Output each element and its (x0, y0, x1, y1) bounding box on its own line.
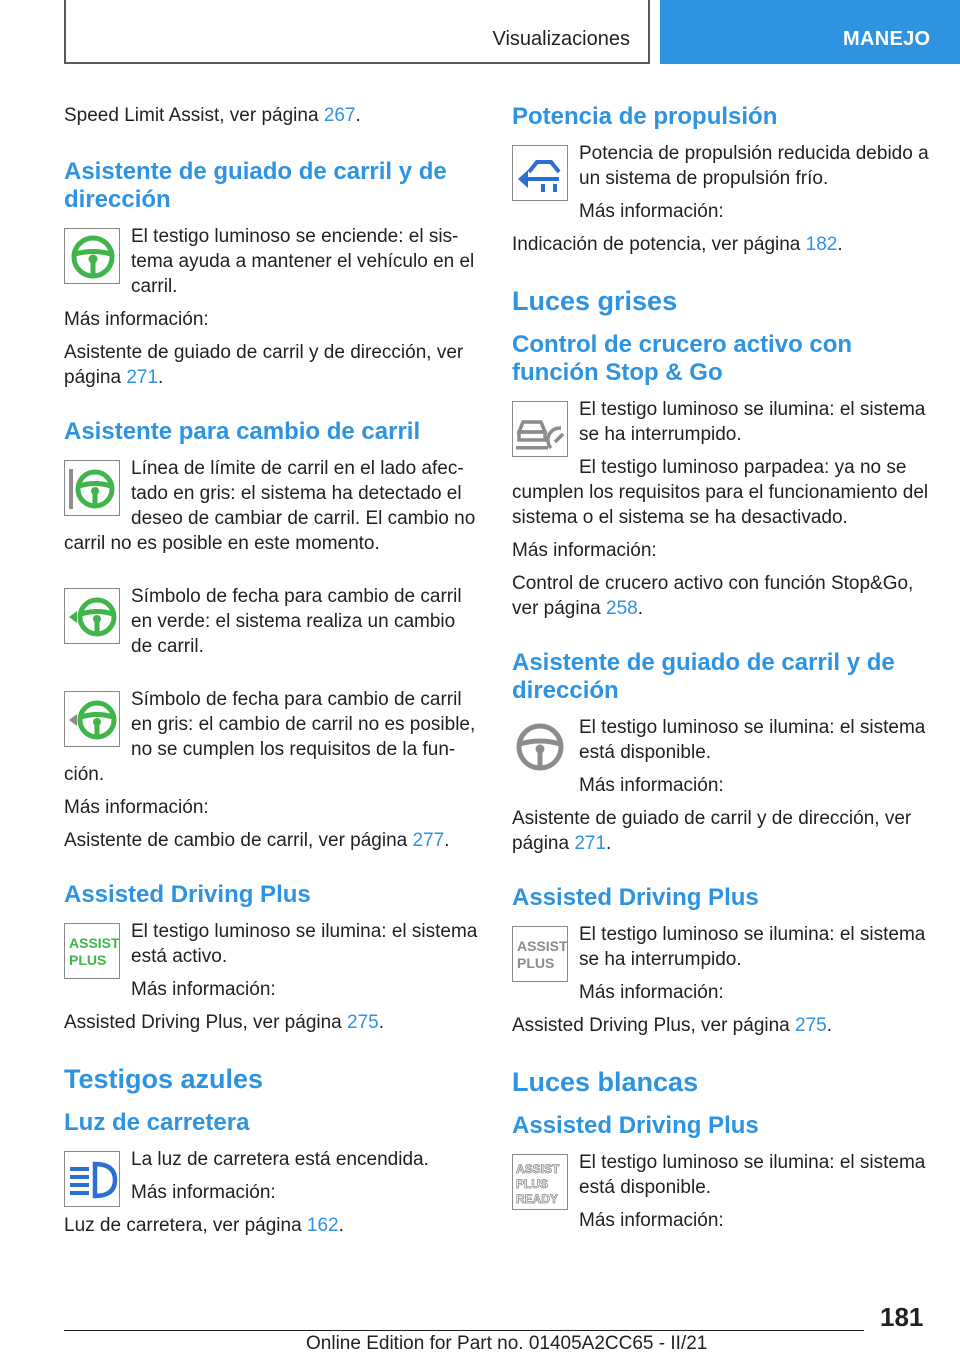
power-entry (512, 141, 930, 224)
power-more: Más información: (579, 201, 724, 222)
adp-white-entry (512, 1150, 930, 1233)
right-column (512, 103, 930, 1233)
steering-wheel-grey-icon (512, 719, 568, 775)
acc-entry (512, 397, 930, 530)
lane-assist-grey-ref: Asistente de guiado de carril y de dirección, ver página 271. (512, 808, 912, 854)
lane-change-ref: Asistente de cambio de carril, ver página 277. (64, 830, 450, 851)
adp-grey-more: Más información: (579, 982, 724, 1003)
page-link[interactable]: 275 (795, 1015, 827, 1036)
lane-assist-heading: Asistente de guiado de carril y de dirección (64, 158, 447, 213)
high-beam-desc: La luz de carretera está encendida. (131, 1149, 429, 1170)
lane-change-more: Más información: (64, 797, 209, 818)
power-desc: Potencia de propulsión reducida debido a un sistema de propulsión frío. (579, 143, 929, 189)
lane-assist-grey-entry (512, 715, 930, 798)
svg-text:PLUS: PLUS (516, 1177, 549, 1191)
drivetrain-power-icon (512, 145, 568, 201)
page-number: 181 (880, 1302, 924, 1332)
steering-wheel-green-icon (64, 228, 120, 284)
page-link[interactable]: 277 (412, 830, 445, 851)
acc-more: Más información: (512, 540, 657, 561)
adp-ref: Assisted Driving Plus, ver página 275. (64, 1012, 385, 1033)
power-heading: Potencia de propulsión (512, 103, 778, 130)
svg-text:PLUS: PLUS (69, 952, 107, 968)
page-link[interactable]: 271 (574, 833, 607, 854)
acc-ref: Control de crucero activo con función Stop&Go, ver página 258. (512, 573, 914, 619)
high-beam-ref: Luz de carretera, ver página 162. (64, 1215, 344, 1236)
high-beam-entry (64, 1147, 480, 1238)
grey-lights-heading: Luces grises (512, 286, 678, 316)
left-column (64, 103, 480, 1238)
header-section-box (64, 0, 650, 64)
adp-heading: Assisted Driving Plus (64, 881, 311, 908)
assist-plus-green-icon (64, 923, 120, 979)
lane-assist-more: Más información: (64, 309, 209, 330)
svg-text:ASSIST: ASSIST (516, 1162, 560, 1176)
adp-grey-entry (512, 922, 930, 1005)
acc-heading: Control de crucero activo con función Stop & Go (512, 331, 853, 386)
high-beam-more: Más información: (131, 1182, 276, 1203)
adp-grey-desc: El testigo luminoso se ilumina: el sistema se ha interrumpido. (579, 924, 926, 970)
page-link[interactable]: 267 (323, 105, 356, 126)
assist-plus-grey-icon (512, 926, 568, 982)
header-section-title: Visualizaciones (492, 28, 630, 50)
page-link[interactable]: 258 (606, 598, 638, 619)
lane-assist-desc: El testigo luminoso se enciende: el sis-tema ayuda a mantener el vehículo en el carril. (131, 226, 475, 297)
speed-limit-ref: Speed Limit Assist, ver página 267. (64, 105, 361, 126)
lane-assist-ref: Asistente de guiado de carril y de dirección, ver página 271. (64, 342, 464, 388)
lane-change-entry-1 (64, 456, 480, 556)
steering-wheel-lane-line-icon (64, 460, 120, 516)
lane-assist-grey-desc: El testigo luminoso se ilumina: el sistema está disponible. (579, 717, 926, 763)
svg-text:PLUS: PLUS (517, 955, 555, 971)
page-link[interactable]: 162 (306, 1215, 339, 1236)
white-lights-heading: Luces blancas (512, 1067, 699, 1097)
page-link[interactable]: 182 (805, 234, 838, 255)
adp-white-desc: El testigo luminoso se ilumina: el sistema está disponible. (579, 1152, 926, 1198)
steering-wheel-arrow-grey-icon (64, 691, 120, 747)
lane-assist-grey-heading: Asistente de guiado de carril y de dirección (512, 649, 895, 704)
lane-change-heading: Asistente para cambio de carril (64, 418, 421, 445)
adp-more: Más información: (131, 979, 276, 1000)
chapter-tab[interactable] (660, 0, 960, 64)
footer-edition: Online Edition for Part no. 01405A2CC65 - II/21 (306, 1333, 708, 1354)
adp-grey-heading: Assisted Driving Plus (512, 884, 759, 911)
high-beam-heading: Luz de carretera (64, 1109, 250, 1136)
acc-desc-2: El testigo luminoso parpadea: ya no se cumplen los requisitos para el funcionamiento del sistema o el sistema se ha desactivado. (512, 457, 929, 528)
svg-text:ASSIST: ASSIST (69, 935, 120, 951)
assist-plus-ready-icon (512, 1154, 568, 1210)
adp-entry (64, 919, 480, 1002)
adp-white-heading: Assisted Driving Plus (512, 1112, 759, 1139)
adp-white-more: Más información: (579, 1210, 724, 1231)
lane-change-desc-2: Símbolo de fecha para cambio de carril en verde: el sistema realiza un cambio de carril. (131, 586, 462, 657)
adp-grey-ref: Assisted Driving Plus, ver página 275. (512, 1015, 833, 1036)
cruise-control-grey-icon (512, 401, 568, 457)
power-ref: Indicación de potencia, ver página 182. (512, 234, 843, 255)
page-link[interactable]: 275 (347, 1012, 379, 1033)
lane-change-entry-3 (64, 687, 480, 787)
footer-divider (64, 1330, 864, 1331)
svg-text:ASSIST: ASSIST (517, 938, 568, 954)
chapter-tab-label: MANEJO (843, 28, 931, 50)
lane-assist-entry (64, 224, 480, 299)
lane-change-entry-2 (64, 584, 480, 659)
adp-desc: El testigo luminoso se ilumina: el sistema está activo. (131, 921, 478, 967)
high-beam-icon (64, 1151, 120, 1207)
acc-desc-1: El testigo luminoso se ilumina: el sistema se ha interrumpido. (579, 399, 926, 445)
lane-assist-grey-more: Más información: (579, 775, 724, 796)
page-link[interactable]: 271 (126, 367, 159, 388)
svg-text:READY: READY (516, 1192, 559, 1206)
blue-lights-heading: Testigos azules (64, 1064, 264, 1094)
steering-wheel-arrow-green-icon (64, 588, 120, 644)
lane-change-desc-1: Línea de límite de carril en el lado afec-tado en gris: el sistema ha detectado el deseo de cambiar de carril. El cambio no carril no es posible en este momento. (64, 458, 476, 554)
lane-change-desc-3: Símbolo de fecha para cambio de carril en gris: el cambio de carril no es posible, no se cumplen los requisitos de la fun-ción. (64, 689, 476, 785)
